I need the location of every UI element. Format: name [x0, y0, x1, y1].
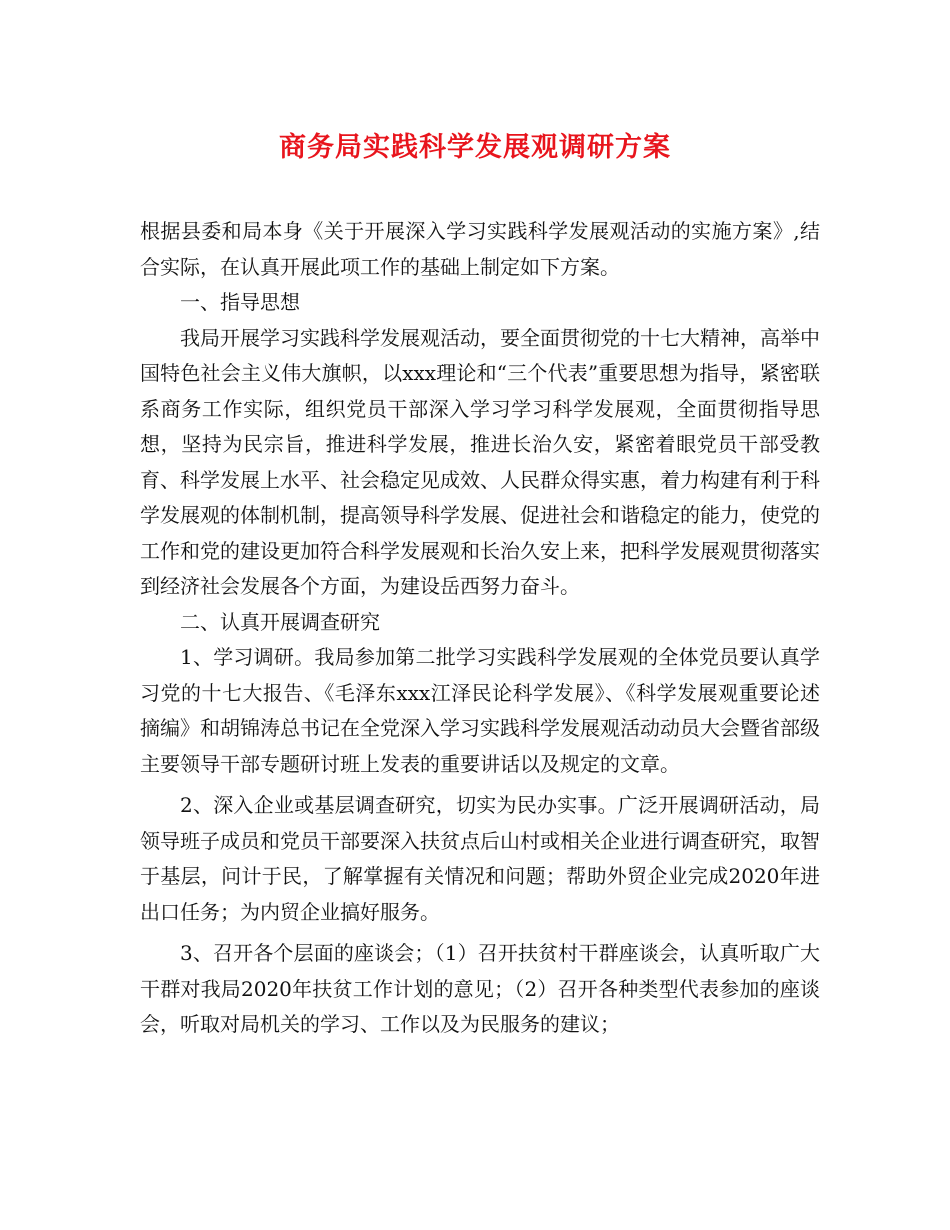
document-body: [140, 214, 820, 1043]
research-item-2-paragraph: 2、深入企业或基层调查研究，切实为民办实事。广泛开展调研活动，局领导班子成员和党员干部要深入扶贫点后山村或相关企业进行调查研究，取智于基层，问计于民，了解掌握有关情况和问题；帮助外贸企业完成2020年进出口任务；为内贸企业搞好服务。: [140, 793, 820, 924]
research-item-3-paragraph: 3、召开各个层面的座谈会；（1）召开扶贫村干群座谈会，认真听取广大干群对我局2020年扶贫工作计划的意见；（2）召开各种类型代表参加的座谈会，听取对局机关的学习、工作以及为民服务的建议；: [140, 941, 820, 1036]
intro-paragraph: 根据县委和局本身《关于开展深入学习实践科学发展观活动的实施方案》,结合实际，在认真开展此项工作的基础上制定如下方案。: [140, 219, 820, 279]
section-heading-research: 二、认真开展调查研究: [180, 609, 380, 634]
research-item-1-paragraph: 1、学习调研。我局参加第二批学习实践科学发展观的全体党员要认真学习党的十七大报告、《毛泽东xxx江泽民论科学发展》、《科学发展观重要论述摘编》和胡锦涛总书记在全党深入学习实践科学发展观活动动员大会暨省部级主要领导干部专题研讨班上发表的重要讲话以及规定的文章。: [140, 645, 820, 776]
document-title: 商务局实践科学发展观调研方案: [279, 132, 671, 163]
guiding-ideology-paragraph: 我局开展学习实践科学发展观活动，要全面贯彻党的十七大精神，高举中国特色社会主义伟大旗帜，以xxx理论和“三个代表”重要思想为指导，紧密联系商务工作实际，组织党员干部深入学习学习科学发展观，全面贯彻指导思想，坚持为民宗旨，推进科学发展，推进长治久安，紧密着眼党员干部受教育、科学发展上水平、社会稳定见成效、人民群众得实惠，着力构建有利于科学发展观的体制机制，提高领导科学发展、促进社会和谐稳定的能力，使党的工作和党的建设更加符合科学发展观和长治久安上来，把科学发展观贯彻落实到经济社会发展各个方面，为建设岳西努力奋斗。: [140, 325, 820, 598]
section-heading-guiding-ideology: 一、指导思想: [180, 290, 300, 314]
